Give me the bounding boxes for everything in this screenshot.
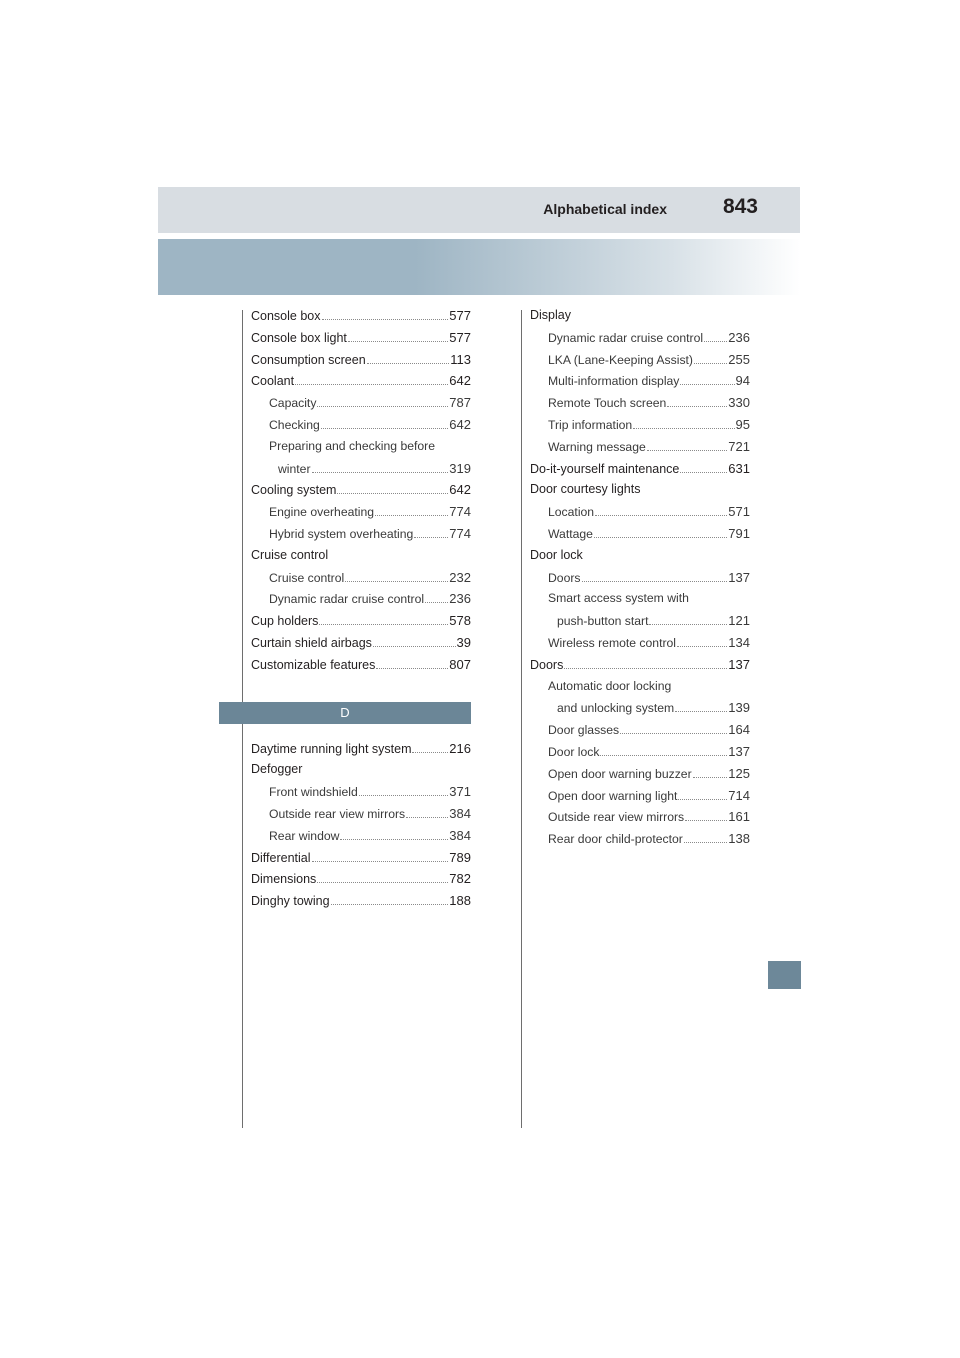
- index-entry-label: and unlocking system: [557, 701, 675, 716]
- index-entry-page: 791: [728, 525, 750, 541]
- index-entry: [530, 370, 750, 392]
- index-entry-page: 216: [449, 740, 471, 756]
- dot-leader: [678, 799, 727, 800]
- index-entry-page: 137: [728, 569, 750, 585]
- dot-leader: [312, 861, 449, 862]
- index-entry-page: 125: [728, 765, 750, 781]
- index-entry-page: 39: [456, 634, 471, 650]
- dot-leader: [425, 602, 448, 603]
- index-entry-page: 571: [728, 504, 750, 520]
- index-entry: [251, 479, 471, 501]
- index-entry-label: LKA (Lane-Keeping Assist): [548, 352, 693, 367]
- dot-leader: [680, 384, 734, 385]
- index-entry-label: Rear door child-protector: [548, 832, 683, 847]
- section-letter-bar: D: [219, 702, 471, 724]
- dot-leader: [317, 406, 448, 407]
- dot-leader: [594, 537, 727, 538]
- index-entry: [251, 414, 471, 436]
- index-entry: [530, 458, 750, 480]
- index-entry-label: Trip information: [548, 417, 633, 432]
- index-entry-label: Do-it-yourself maintenance: [530, 461, 680, 476]
- index-entry-page: 236: [728, 329, 750, 345]
- index-entry: [251, 545, 471, 567]
- index-entry-page: 577: [449, 329, 471, 345]
- dot-leader: [322, 319, 449, 320]
- index-entry-page: 319: [449, 460, 471, 476]
- index-entry: [251, 436, 471, 458]
- index-entry: [251, 305, 471, 327]
- dot-leader: [677, 646, 727, 647]
- index-entry: [530, 806, 750, 828]
- dot-leader: [600, 755, 727, 756]
- index-entry-label: Dynamic radar cruise control: [548, 330, 704, 345]
- index-entry-label: Hybrid system overheating: [269, 526, 414, 541]
- index-entry-label: Preparing and checking before: [269, 438, 435, 453]
- index-entry-page: 371: [449, 784, 471, 800]
- index-entry-page: 642: [449, 373, 471, 389]
- index-entry: [530, 654, 750, 676]
- index-entry: [530, 392, 750, 414]
- dot-leader: [359, 795, 449, 796]
- index-entry: [530, 719, 750, 741]
- dot-leader: [319, 624, 448, 625]
- index-entry-label: Daytime running light system: [251, 741, 412, 756]
- index-entry: [251, 759, 471, 781]
- index-entry: [251, 868, 471, 890]
- index-entry-page: 137: [728, 656, 750, 672]
- index-entry-label: Outside rear view mirrors: [269, 806, 406, 821]
- index-entry-page: 774: [449, 525, 471, 541]
- index-entry: [530, 305, 750, 327]
- dot-leader: [321, 428, 448, 429]
- decorative-band: [158, 239, 800, 295]
- index-entry: [251, 501, 471, 523]
- index-entry-label: Console box: [251, 309, 321, 323]
- index-entry: [251, 588, 471, 610]
- index-entry-page: 631: [728, 460, 750, 476]
- index-entry: [251, 847, 471, 869]
- index-entry-page: 188: [449, 893, 471, 909]
- right-column-rule: [521, 310, 522, 1128]
- index-entry: [530, 545, 750, 567]
- index-entry-label: Wattage: [548, 526, 593, 541]
- index-entry-page: 789: [449, 849, 471, 865]
- dot-leader: [331, 904, 449, 905]
- index-entry-label: winter: [278, 461, 311, 476]
- dot-leader: [680, 472, 727, 473]
- index-entry: [530, 697, 750, 719]
- index-entry-page: 774: [449, 504, 471, 520]
- index-entry-page: 577: [449, 308, 471, 323]
- dot-leader: [337, 493, 448, 494]
- index-entry-page: 642: [449, 482, 471, 498]
- dot-leader: [348, 341, 448, 342]
- index-entry-label: Differential: [251, 850, 311, 865]
- index-entry: [251, 781, 471, 803]
- index-entry-label: Warning message: [548, 439, 646, 454]
- index-entry-label: Location: [548, 505, 595, 520]
- dot-leader: [667, 406, 727, 407]
- index-entry-label: Door lock: [548, 744, 600, 759]
- index-entry: [530, 588, 750, 610]
- dot-leader: [704, 341, 727, 342]
- index-entry: [251, 392, 471, 414]
- dot-leader: [340, 839, 448, 840]
- index-entry: [251, 890, 471, 912]
- index-entry-page: 714: [728, 787, 750, 803]
- index-list-d-continued: [530, 305, 750, 850]
- dot-leader: [675, 711, 727, 712]
- index-entry-label: Automatic door locking: [548, 678, 672, 693]
- index-entry-page: 236: [449, 591, 471, 607]
- index-entry-page: 642: [449, 416, 471, 432]
- index-entry-page: 807: [449, 656, 471, 672]
- index-entry-label: Open door warning light: [548, 788, 678, 803]
- dot-leader: [620, 733, 727, 734]
- index-entry: [251, 654, 471, 676]
- index-entry-label: Coolant: [251, 374, 295, 389]
- index-entry-label: Smart access system with: [548, 591, 689, 606]
- dot-leader: [649, 624, 727, 625]
- index-column-left: [251, 305, 471, 912]
- index-entry-page: 121: [728, 613, 750, 629]
- index-entry-page: 578: [449, 613, 471, 629]
- index-entry: [251, 370, 471, 392]
- index-entry-label: Doors: [548, 570, 581, 585]
- index-list-c: [251, 305, 471, 676]
- index-entry-label: Wireless remote control: [548, 635, 677, 650]
- dot-leader: [694, 363, 727, 364]
- index-entry-label: Customizable features: [251, 657, 376, 672]
- index-entry: [251, 567, 471, 589]
- index-entry: [251, 632, 471, 654]
- dot-leader: [345, 581, 448, 582]
- index-entry-label: Outside rear view mirrors: [548, 810, 685, 825]
- index-entry: [251, 803, 471, 825]
- index-entry-page: 721: [728, 438, 750, 454]
- index-entry: [530, 610, 750, 632]
- index-entry: [530, 676, 750, 698]
- index-entry-label: Door glasses: [548, 723, 620, 738]
- index-entry-label: Engine overheating: [269, 505, 375, 520]
- index-entry: [530, 501, 750, 523]
- index-entry-label: Cooling system: [251, 483, 337, 498]
- index-entry: [530, 327, 750, 349]
- index-column-right: [530, 305, 750, 850]
- index-entry-page: 134: [728, 634, 750, 650]
- index-entry-label: Dinghy towing: [251, 894, 330, 909]
- dot-leader: [295, 384, 448, 385]
- dot-leader: [595, 515, 727, 516]
- index-entry-label: Curtain shield airbags: [251, 635, 372, 650]
- index-entry: [251, 327, 471, 349]
- index-entry-label: Cruise control: [269, 570, 345, 585]
- dot-leader: [693, 777, 728, 778]
- index-entry-page: 782: [449, 871, 471, 887]
- index-entry-label: Remote Touch screen: [548, 396, 667, 411]
- dot-leader: [373, 646, 456, 647]
- index-entry: [251, 610, 471, 632]
- index-entry-label: Door courtesy lights: [530, 482, 641, 497]
- index-entry-label: Open door warning buzzer: [548, 766, 692, 781]
- index-entry: [251, 825, 471, 847]
- index-entry: [251, 349, 471, 371]
- index-entry-page: 255: [728, 351, 750, 367]
- dot-leader: [414, 537, 448, 538]
- index-entry-page: 161: [728, 809, 750, 825]
- index-entry-page: 384: [449, 827, 471, 843]
- index-entry-label: Checking: [269, 417, 320, 432]
- section-title: Alphabetical index: [543, 201, 667, 217]
- index-entry: [530, 523, 750, 545]
- dot-leader: [582, 581, 728, 582]
- index-entry-page: 113: [450, 351, 471, 367]
- chapter-tab: [768, 961, 801, 989]
- dot-leader: [633, 428, 734, 429]
- index-entry-label: Front windshield: [269, 785, 358, 800]
- index-entry-page: 137: [728, 743, 750, 759]
- index-entry-label: Door lock: [530, 547, 583, 562]
- index-entry-label: Multi-information display: [548, 374, 680, 389]
- dot-leader: [312, 472, 449, 473]
- dot-leader: [412, 752, 448, 753]
- index-list-d: [251, 738, 471, 912]
- index-entry-label: Cruise control: [251, 547, 329, 562]
- dot-leader: [317, 882, 448, 883]
- index-entry: [530, 479, 750, 501]
- index-entry-page: 232: [449, 569, 471, 585]
- index-entry: [530, 763, 750, 785]
- index-entry-label: Console box light: [251, 330, 347, 345]
- index-entry: [251, 523, 471, 545]
- index-entry: [251, 458, 471, 480]
- index-entry: [530, 828, 750, 850]
- index-entry-label: Consumption screen: [251, 352, 366, 367]
- index-entry-page: 384: [449, 805, 471, 821]
- index-entry-page: 330: [728, 395, 750, 411]
- dot-leader: [684, 842, 727, 843]
- index-entry-label: Doors: [530, 657, 564, 672]
- dot-leader: [375, 515, 448, 516]
- index-entry-label: Cup holders: [251, 614, 319, 629]
- dot-leader: [406, 817, 448, 818]
- index-entry: [530, 741, 750, 763]
- dot-leader: [376, 668, 448, 669]
- index-entry: [530, 785, 750, 807]
- index-entry: [530, 567, 750, 589]
- index-entry-label: Capacity: [269, 396, 317, 411]
- index-entry-page: 139: [728, 700, 750, 716]
- dot-leader: [564, 668, 727, 669]
- index-entry-page: 95: [735, 416, 750, 432]
- index-entry-label: push-button start: [557, 614, 649, 629]
- index-entry-label: Display: [530, 308, 571, 322]
- index-entry-page: 138: [728, 831, 750, 847]
- page-number: 843: [722, 195, 758, 218]
- dot-leader: [685, 820, 727, 821]
- index-entry: [530, 414, 750, 436]
- index-entry-label: Rear window: [269, 828, 340, 843]
- index-entry: [530, 436, 750, 458]
- dot-leader: [367, 363, 450, 364]
- index-entry-page: 94: [735, 373, 750, 389]
- index-entry-label: Defogger: [251, 762, 303, 777]
- index-entry: [251, 738, 471, 760]
- index-entry-label: Dimensions: [251, 872, 317, 887]
- dot-leader: [647, 450, 728, 451]
- index-entry: [530, 632, 750, 654]
- page-header: [158, 187, 800, 233]
- index-entry-label: Dynamic radar cruise control: [269, 592, 425, 607]
- index-entry-page: 164: [728, 722, 750, 738]
- index-entry: [530, 349, 750, 371]
- index-entry-page: 787: [449, 395, 471, 411]
